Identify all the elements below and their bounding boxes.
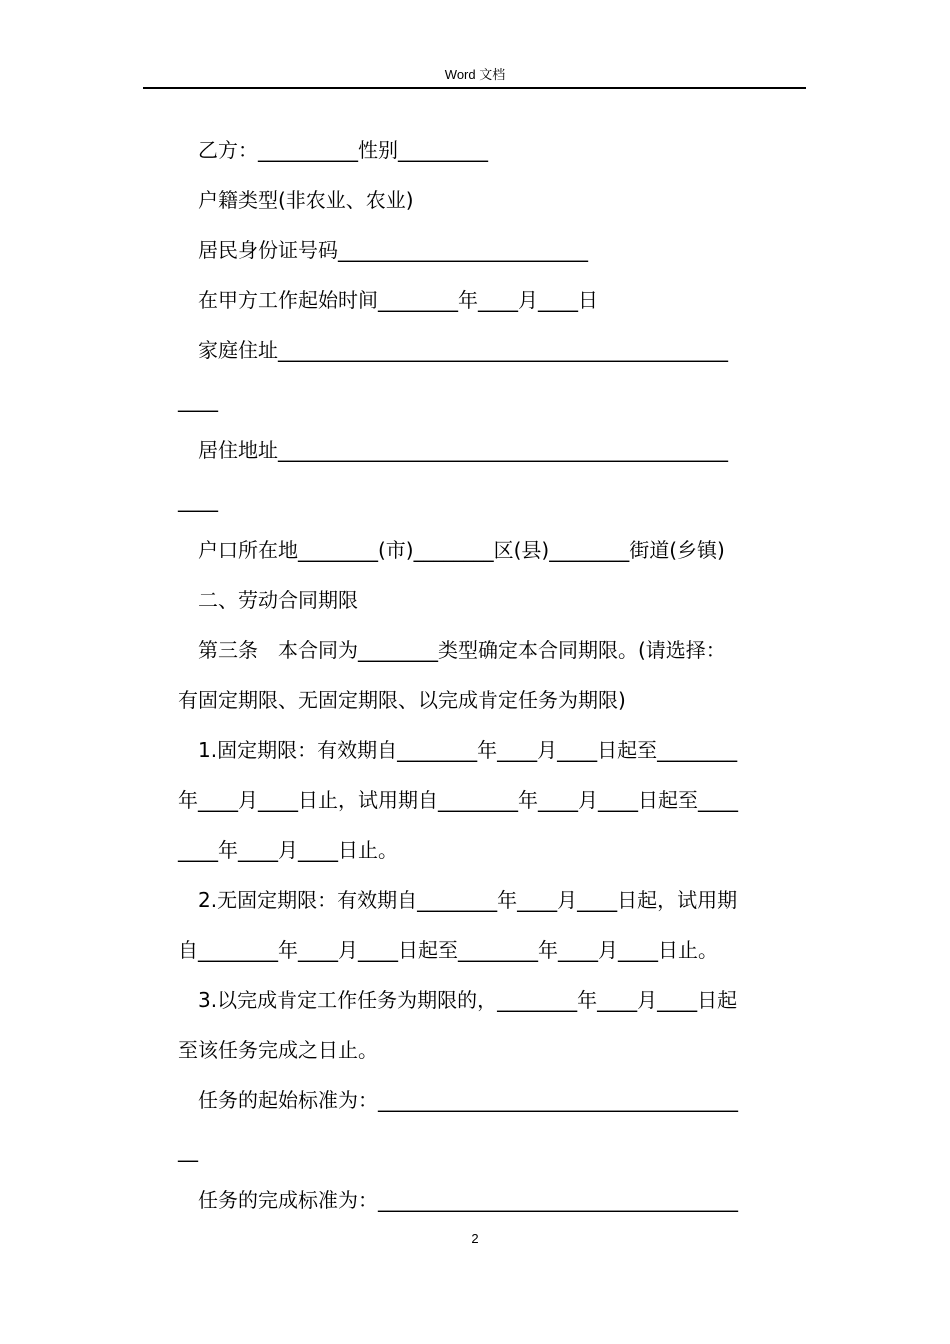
home-address-line: 家庭住址_____________________________________________ xyxy=(198,338,728,362)
header-title: Word 文档 xyxy=(444,67,506,82)
page-number: 2 xyxy=(471,1231,479,1246)
fixed-term-continuation-2: ____年____月____日止。 xyxy=(178,838,398,862)
open-term-continuation: 自________年____月____日起至________年____月____日止。 xyxy=(178,938,718,962)
residence-address-line: 居住地址_____________________________________________ xyxy=(198,438,728,462)
task-completion-standard-line: 任务的完成标准为：____________________________________ xyxy=(198,1188,738,1212)
residence-address-continuation: ____ xyxy=(178,488,218,512)
start-date-line: 在甲方工作起始时间________年____月____日 xyxy=(198,288,598,312)
task-start-standard-continuation: __ xyxy=(178,1138,198,1162)
task-term-line: 3.以完成肯定工作任务为期限的，________年____月____日起 xyxy=(198,988,738,1012)
open-term-line: 2.无固定期限：有效期自________年____月____日起，试用期 xyxy=(198,888,738,912)
task-term-continuation: 至该任务完成之日止。 xyxy=(178,1038,378,1062)
fixed-term-line: 1.固定期限：有效期自________年____月____日起至________ xyxy=(198,738,738,762)
fixed-term-continuation-1: 年____月____日止，试用期自________年____月____日起至____ xyxy=(178,788,738,812)
party-b-line: 乙方：__________性别_________ xyxy=(198,138,488,162)
household-type-line: 户籍类型(非农业、农业) xyxy=(198,188,414,212)
home-address-continuation: ____ xyxy=(178,388,218,412)
task-start-standard-line: 任务的起始标准为：____________________________________ xyxy=(198,1088,738,1112)
article-three-continuation: 有固定期限、无固定期限、以完成肯定任务为期限) xyxy=(178,688,626,712)
hukou-location-line: 户口所在地________(市)________区(县)________街道(乡镇) xyxy=(198,538,725,562)
section-heading-contract-term: 二、劳动合同期限 xyxy=(198,588,358,612)
id-number-line: 居民身份证号码_________________________ xyxy=(198,238,588,262)
article-three-line: 第三条 本合同为________类型确定本合同期限。(请选择： xyxy=(198,638,726,662)
